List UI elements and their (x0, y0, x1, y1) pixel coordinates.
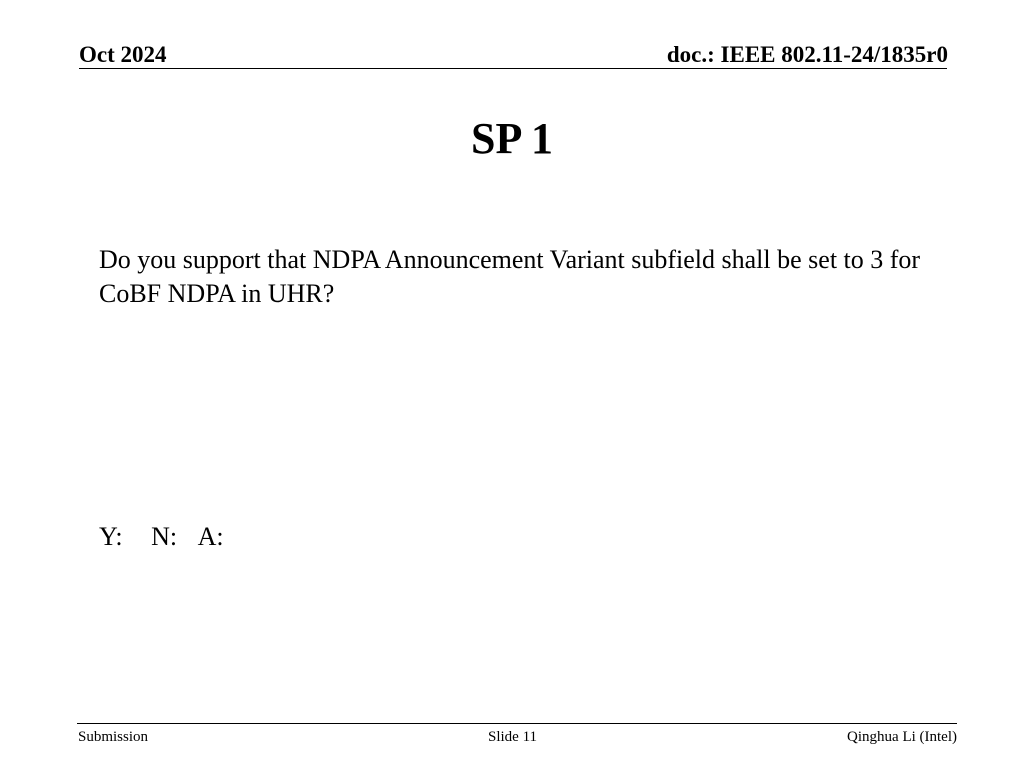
vote-tally-line (99, 520, 224, 554)
slide-title: SP 1 (471, 114, 553, 163)
footer-author: Qinghua Li (Intel) (847, 729, 957, 745)
header-divider (79, 68, 947, 69)
vote-abstain-label: A: (197, 522, 224, 551)
straw-poll-question: Do you support that NDPA Announcement Variant subfield shall be set to 3 for CoBF NDPA in UHR? (99, 245, 921, 308)
footer-submission: Submission (78, 729, 149, 745)
footer-divider (77, 723, 957, 724)
footer-slide-number: Slide 11 (488, 729, 538, 745)
header-date: Oct 2024 (79, 42, 167, 67)
vote-yes-label: Y: (99, 522, 123, 551)
vote-no-label: N: (151, 522, 178, 551)
header-doc-id: doc.: IEEE 802.11-24/1835r0 (666, 42, 948, 67)
